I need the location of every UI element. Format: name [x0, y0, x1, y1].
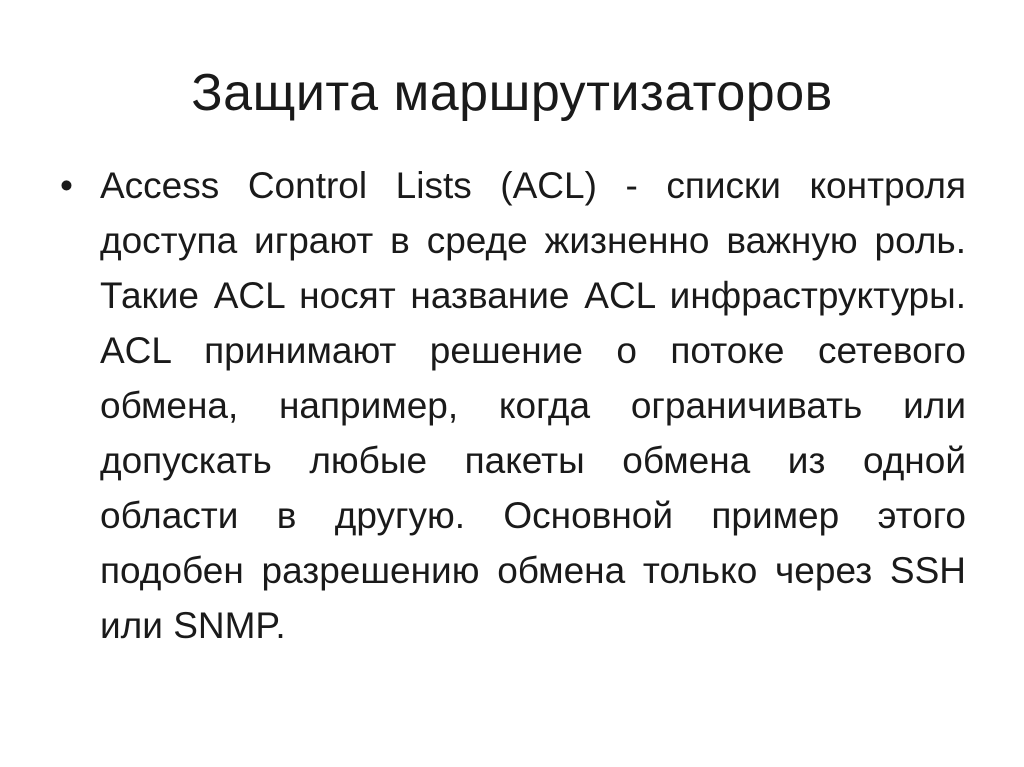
- slide-title: Защита маршрутизаторов: [191, 64, 833, 122]
- bullet-list: [60, 158, 966, 653]
- bullet-item: [60, 158, 966, 653]
- bullet-marker: •: [60, 165, 73, 206]
- bullet-text: Access Control Lists (ACL) - списки контроля доступа играют в среде жизненно важную роль. Такие ACL носят название ACL инфраструктуры. ACL принимают решение о потоке сетевого обмена, например, когда ограничивать или допускать любые пакеты обмена из одной области в другую. Основной пример этого подобен разрешению обмена только через SSH или SNMP.: [100, 165, 966, 646]
